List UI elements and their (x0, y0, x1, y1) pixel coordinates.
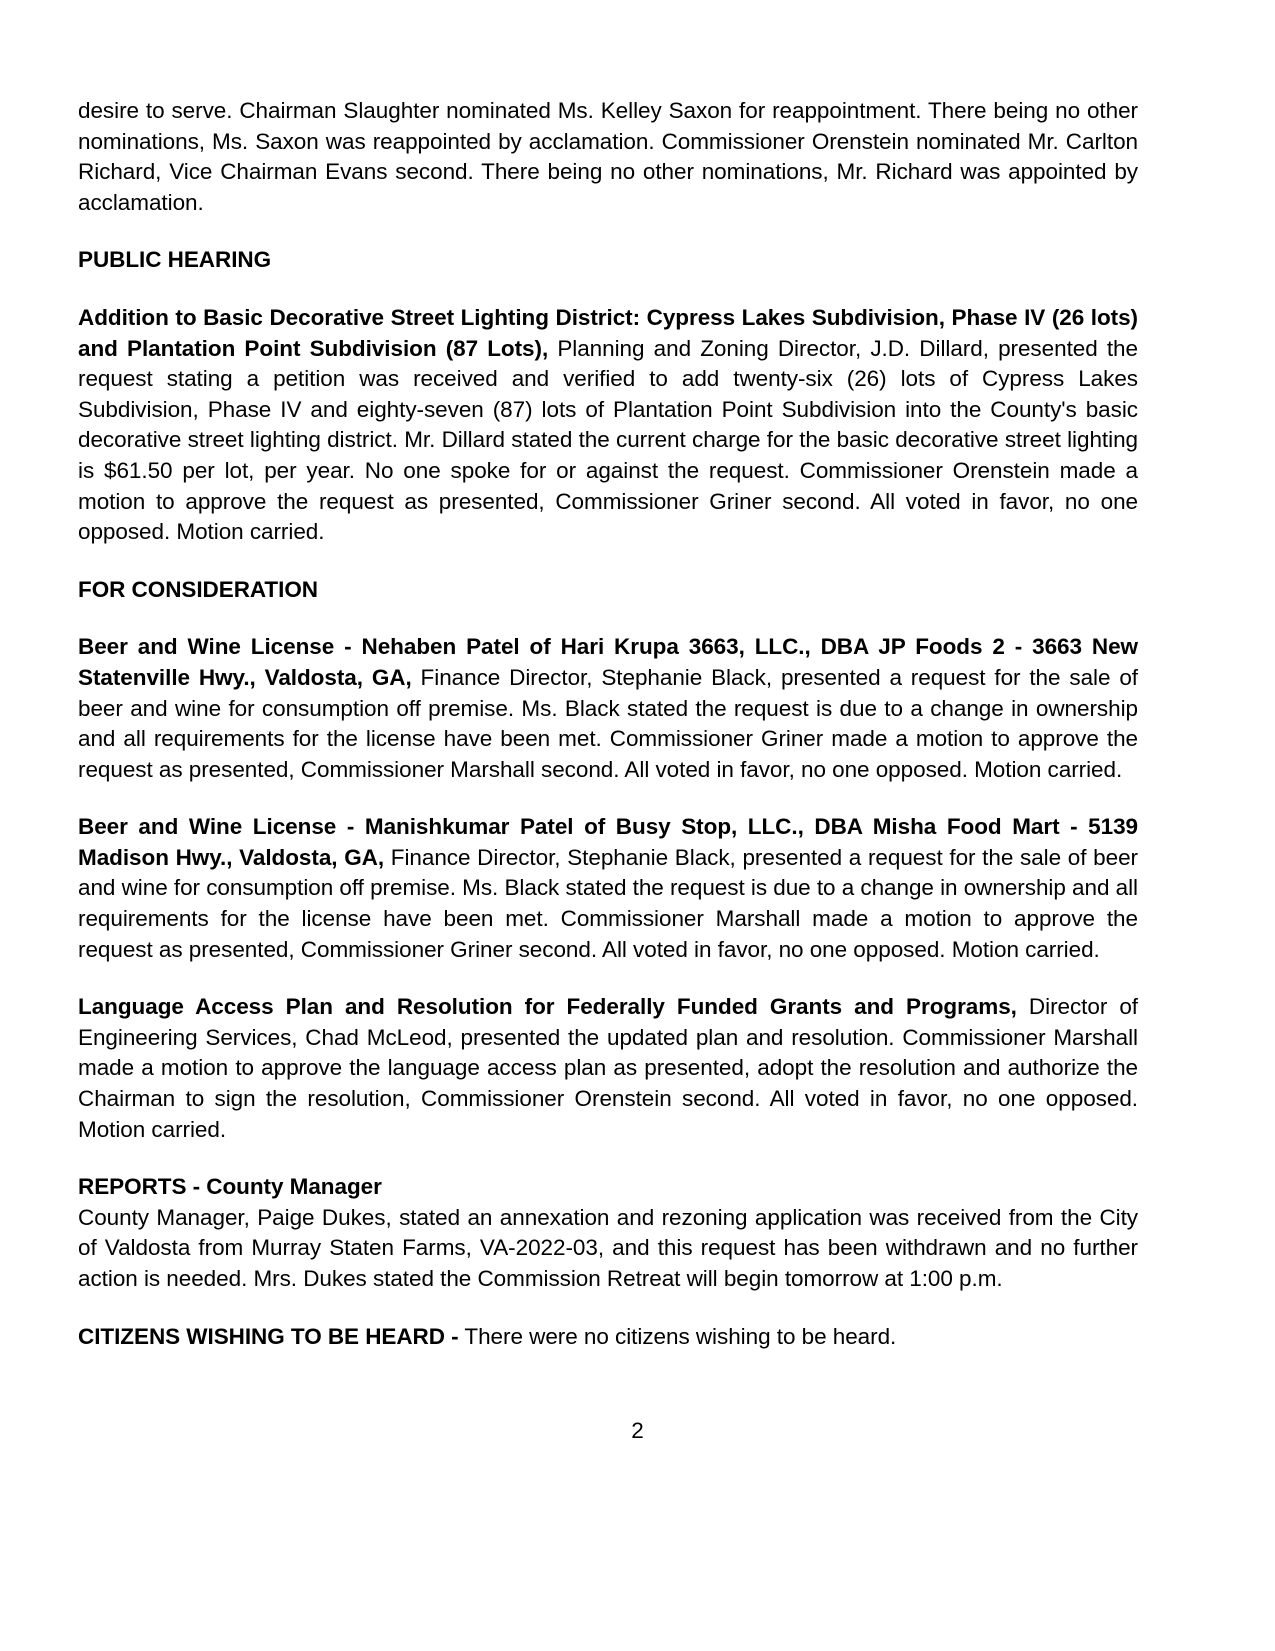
paragraph-citizens-wishing-to-be-heard-rest: There were no citizens wishing to be heard. (458, 1323, 897, 1349)
page-number: 2 (631, 1418, 644, 1443)
paragraph-language-access-plan (78, 992, 1138, 1145)
paragraph-county-manager-report: County Manager, Paige Dukes, stated an annexation and rezoning application was received from the City of Valdosta from Murray Staten Farms, VA-2022-03, and this request has been withdrawn and no further action is needed. Mrs. Dukes stated the Commission Retreat will begin tomorrow at 1:00 p.m. (78, 1204, 1138, 1291)
heading-for-consideration: FOR CONSIDERATION (78, 576, 318, 602)
paragraph-beer-wine-misha-food-mart-rest: Finance Director, Stephanie Black, presented a request for the sale of beer and wine for consumption off premise. Ms. Black stated the request is due to a change in ownership and all requirements for the license have been met. Commissioner Marshall made a motion to approve the request as presented, Commissioner Griner second. All voted in favor, no one opposed. Motion carried. (78, 844, 1138, 962)
paragraph-language-access-plan-rest: Director of Engineering Services, Chad McLeod, presented the updated plan and resolution. Commissioner Marshall made a motion to approve the language access plan as presented, adopt the resolution and authorize the Chairman to sign the resolution, Commissioner Orenstein second. All voted in favor, no one opposed. Motion carried. (78, 994, 1138, 1142)
paragraph-beer-wine-jp-foods-lead: Beer and Wine License - Nehaben Patel of Hari Krupa 3663, LLC., DBA JP Foods 2 - 3663 New Statenville Hwy., Valdosta, GA, (78, 634, 1138, 690)
paragraph-citizens-wishing-to-be-heard (78, 1322, 1138, 1353)
paragraph-street-lighting-district-rest: Planning and Zoning Director, J.D. Dillard, presented the request stating a petition was received and verified to add twenty-six (26) lots of Cypress Lakes Subdivision, Phase IV and eighty-seven (87) lots of Plantation Point Subdivision into the County's basic decorative street lighting district. Mr. Dillard stated the current charge for the basic decorative street lighting is $61.50 per lot, per year. No one spoke for or against the request. Commissioner Orenstein made a motion to approve the request as presented, Commissioner Griner second. All voted in favor, no one opposed. Motion carried. (78, 335, 1138, 545)
paragraph-street-lighting-district (78, 303, 1138, 548)
document-body (78, 96, 1138, 1352)
heading-reports-county-manager: REPORTS - County Manager (78, 1174, 382, 1200)
paragraph-beer-wine-jp-foods (78, 632, 1138, 785)
heading-public-hearing: PUBLIC HEARING (78, 247, 272, 273)
paragraph-beer-wine-misha-food-mart (78, 812, 1138, 965)
paragraph-language-access-plan-lead: Language Access Plan and Resolution for Federally Funded Grants and Programs, (78, 994, 1017, 1020)
paragraph-continued-nominations: desire to serve. Chairman Slaughter nominated Ms. Kelley Saxon for reappointment. There being no other nominations, Ms. Saxon was reappointed by acclamation. Commissioner Orenstein nominated Mr. Carlton Richard, Vice Chairman Evans second. There being no other nominations, Mr. Richard was appointed by acclamation. (78, 98, 1138, 215)
paragraph-beer-wine-jp-foods-rest: Finance Director, Stephanie Black, presented a request for the sale of beer and wine for consumption off premise. Ms. Black stated the request is due to a change in ownership and all requirements for the license have been met. Commissioner Griner made a motion to approve the request as presented, Commissioner Marshall second. All voted in favor, no one opposed. Motion carried. (78, 664, 1138, 782)
paragraph-citizens-wishing-to-be-heard-lead: CITIZENS WISHING TO BE HEARD - (78, 1323, 459, 1349)
paragraph-street-lighting-district-lead: Addition to Basic Decorative Street Lighting District: Cypress Lakes Subdivision, Phase IV (26 lots) and Plantation Point Subdivision (87 Lots), (78, 304, 1138, 361)
paragraph-beer-wine-misha-food-mart-lead: Beer and Wine License - Manishkumar Patel of Busy Stop, LLC., DBA Misha Food Mart - 5139 Madison Hwy., Valdosta, GA, (78, 814, 1138, 870)
